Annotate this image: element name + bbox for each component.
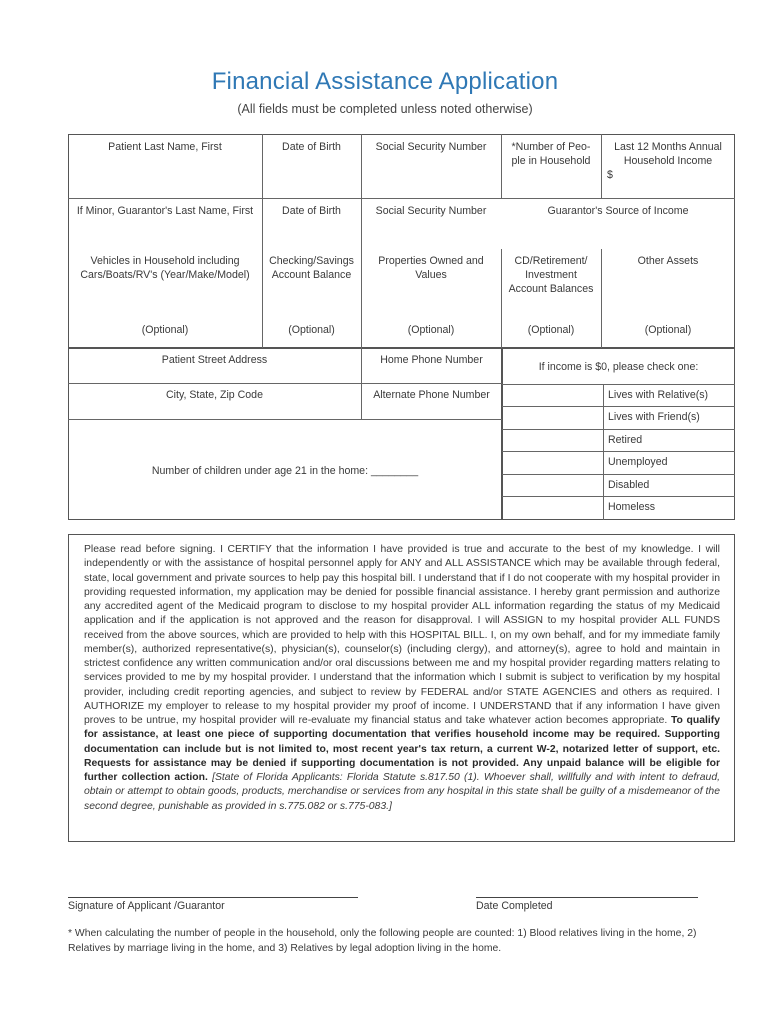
guarantor-ssn-label: Social Security Number (375, 205, 487, 217)
cd-label-line1: CD/Retirement/ (514, 255, 588, 267)
children-count-label: Number of children under age 21 in the home: ________ (151, 465, 419, 477)
guarantor-name-label: If Minor, Guarantor's Last Name, First (76, 205, 254, 217)
row-divider (502, 496, 735, 497)
certification-plain: Please read before signing. I CERTIFY that the information I have provided is true and accurate to the best of my knowledge. I will independently or with the assistance of hospital personnel apply for ANY and ALL ASSISTANCE which may be available through federal, state, local government and private sources to help pay this hospital bill. I understand that if I do not cooperate with my hospital provider in providing requested information, my application may be denied for possible financial assistance. I hereby grant permission and authorize any accredited agent of the Medicaid program to disclose to my hospital provider ALL information regarding the status of my Medicaid application and if the application is not approved and the reason for disapproval. I will ASSIGN to my hospital provider ALL FUNDS received from the above sources, which are provided to help with this HOSPITAL BILL. I, on my own behalf, and for my immediate family member(s), authorized representative(s), physician(s), counselor(s) (including clergy), and attorney(s), agree to hold and maintain in strictest confidence any written communication and/or oral discussions between me and my hospital provider regarding matters relating to services provided to me by my hospital provider. I understand that the information which I submit is subject to verification by my hospital provider, including credit reporting agencies, and subject to review by FEDERAL and/or STATE AGENCIES and others as required. I AUTHORIZE my employer to release to my hospital provider my proof of income. I UNDERSTAND that if any information I have given proves to be untrue, my hospital provider will re-evaluate my financial status and take whatever action becomes appropriate. (84, 544, 720, 726)
vehicles-field[interactable] (68, 254, 262, 282)
row-divider (68, 419, 502, 420)
column-divider (262, 134, 263, 348)
checkbox-column-divider (603, 384, 604, 520)
income-currency-symbol: $ (607, 169, 613, 181)
address-table (68, 348, 502, 520)
household-income-label-line1: Last 12 Months Annual (614, 141, 722, 153)
signature-line[interactable] (68, 897, 358, 898)
cd-label-line2: Investment (525, 269, 577, 281)
street-address-label: Patient Street Address (161, 354, 268, 366)
date-completed-label: Date Completed (476, 900, 553, 912)
patient-ssn-label: Social Security Number (375, 141, 487, 153)
household-footnote: * When calculating the number of people in the household, only the following people are counted: 1) Blood relatives living in the home, 2) Relatives by marriage living in the home, and 3) Relatives by legal adoption living in the home. (68, 928, 697, 954)
other-assets-field[interactable] (601, 254, 735, 268)
properties-field[interactable] (361, 254, 501, 282)
guarantor-dob-label: Date of Birth (282, 205, 341, 217)
zero-income-prompt: If income is $0, please check one: (538, 361, 699, 373)
household-income-label-line2: Household Income (623, 155, 713, 167)
row-divider (68, 198, 735, 199)
certification-bold: To qualify for assistance, at least one piece of supporting documentation that verifies household income may be required. Supporting documentation can include but is not limited to, most recent year's tax return, a current W-2, notarized letter of support, etc. Requests for assistance may be denied if supporting documentation is not provided. Any unpaid balance will be eligible for further collection action. (84, 715, 720, 783)
florida-statute-note: [State of Florida Applicants: Florida Statute s.817.50 (1). Whoever shall, willfully and with intent to defraud, obtain or attempt to obtain goods, products, merchandise or services from any hospital in this state shall be guilty of a misdemeanor of the second degree, punishable as provided in s.775.082 or s.775-083.] (84, 772, 720, 812)
children-count-field[interactable] (68, 464, 502, 478)
other-assets-label: Other Assets (637, 255, 699, 267)
option-retired[interactable]: Retired (608, 434, 643, 446)
checking-label-line1: Checking/Savings (269, 255, 354, 267)
household-count-field[interactable] (501, 140, 601, 168)
date-line[interactable] (476, 897, 698, 898)
optional-note: (Optional) (527, 324, 575, 336)
row-divider (68, 383, 502, 384)
home-phone-label: Home Phone Number (380, 354, 483, 366)
patient-name-label: Patient Last Name, First (108, 141, 222, 153)
signature-label: Signature of Applicant /Guarantor (68, 900, 225, 912)
home-phone-field[interactable] (361, 353, 502, 367)
city-state-zip-label: City, State, Zip Code (166, 389, 263, 401)
patient-name-field[interactable] (68, 140, 262, 154)
optional-note: (Optional) (288, 324, 335, 336)
checking-savings-field[interactable] (262, 254, 361, 282)
row-divider (502, 451, 735, 452)
household-count-label-line2: ple in Household (511, 155, 591, 167)
cd-label-line3: Account Balances (508, 283, 594, 295)
patient-dob-field[interactable] (262, 140, 361, 154)
vehicles-label-line2: Cars/Boats/RV's (Year/Make/Model) (80, 269, 250, 281)
row-divider (502, 406, 735, 407)
option-lives-with-friends[interactable]: Lives with Friend(s) (608, 411, 700, 423)
row-divider (502, 384, 735, 385)
option-unemployed[interactable]: Unemployed (608, 456, 668, 468)
alternate-phone-label: Alternate Phone Number (373, 389, 490, 401)
guarantor-ssn-field[interactable] (361, 204, 501, 218)
patient-ssn-field[interactable] (361, 140, 501, 154)
certification-text (84, 543, 720, 814)
form-title: Financial Assistance Application (211, 68, 559, 95)
patient-dob-label: Date of Birth (282, 141, 341, 153)
optional-note: (Optional) (141, 324, 189, 336)
guarantor-dob-field[interactable] (262, 204, 361, 218)
optional-note: (Optional) (407, 324, 455, 336)
option-lives-with-relatives[interactable]: Lives with Relative(s) (608, 389, 709, 401)
row-divider (502, 474, 735, 475)
guarantor-income-source-label: Guarantor's Source of Income (547, 205, 689, 217)
properties-label-line2: Values (415, 269, 447, 281)
street-address-field[interactable] (68, 353, 361, 367)
household-count-label-line1: *Number of Peo- (511, 141, 591, 153)
alternate-phone-field[interactable] (361, 388, 502, 402)
option-disabled[interactable]: Disabled (608, 479, 650, 491)
column-divider (361, 134, 362, 348)
vehicles-label-line1: Vehicles in Household including (90, 255, 240, 267)
properties-label-line1: Properties Owned and (378, 255, 484, 267)
row-divider (502, 429, 735, 430)
household-income-field[interactable] (601, 140, 735, 182)
optional-note: (Optional) (644, 324, 692, 336)
guarantor-income-source-field[interactable] (501, 204, 735, 218)
form-subtitle: (All fields must be completed unless noted otherwise) (237, 102, 533, 116)
option-homeless[interactable]: Homeless (608, 501, 656, 513)
guarantor-name-field[interactable] (68, 204, 262, 218)
cd-retirement-field[interactable] (501, 254, 601, 296)
checking-label-line2: Account Balance (271, 269, 352, 281)
city-state-zip-field[interactable] (68, 388, 361, 402)
